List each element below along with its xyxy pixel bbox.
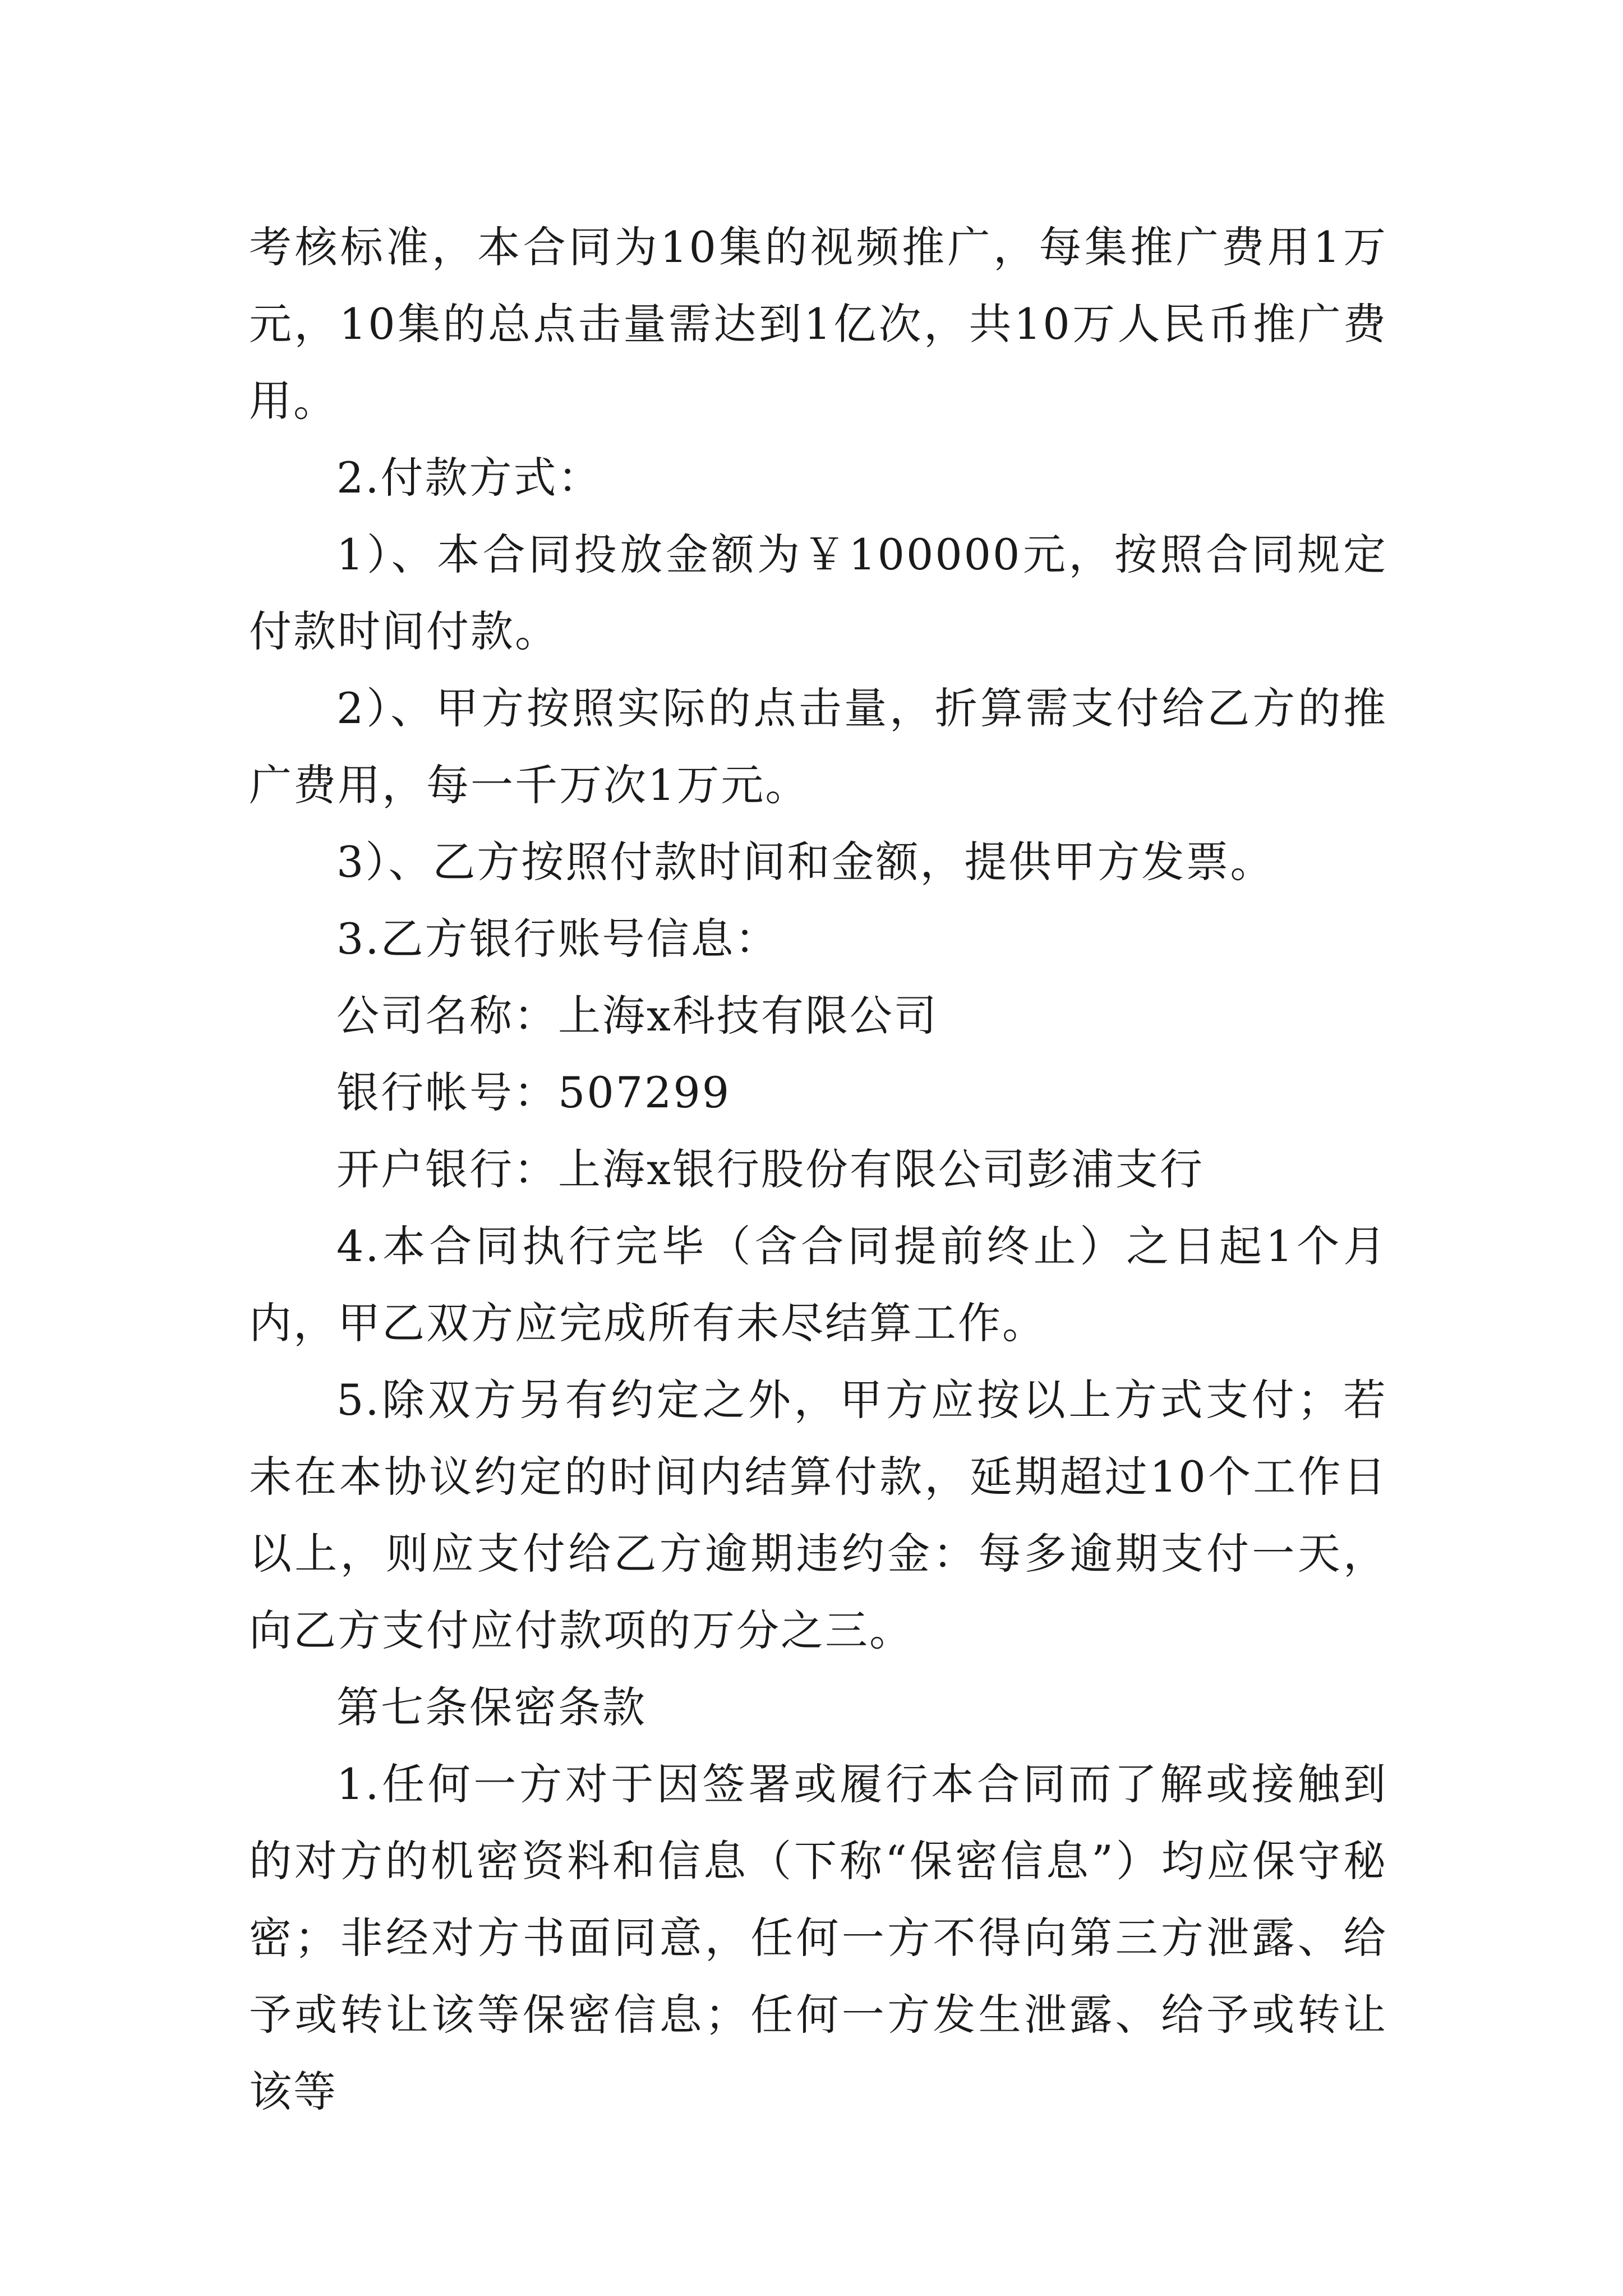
paragraph-payment-item-3: 3）、乙方按照付款时间和金额，提供甲方发票。 bbox=[336, 837, 1275, 887]
paragraph-payment-method-heading: 2.付款方式： bbox=[336, 453, 602, 503]
paragraph-confidentiality-item-1: 1.任何一方对于因签署或履行本合同而了解或接触到的对方的机密资料和信息（下称“保密信息”）均应保守秘密；非经对方书面同意，任何一方不得向第三方泄露、给予或转让该等保密信息；任何一方发生泄露、给予或转让该等 bbox=[249, 1759, 1387, 2116]
paragraph-payment-item-2: 2）、甲方按照实际的点击量，折算需支付给乙方的推广费用，每一千万次1万元。 bbox=[249, 683, 1387, 810]
paragraph-bank-account: 银行帐号：507299 bbox=[336, 1068, 731, 1117]
paragraph-assessment-standard: 考核标准，本合同为10集的视频推广，每集推广费用1万元，10集的总点击量需达到1亿次，共10万人民币推广费用。 bbox=[249, 222, 1387, 426]
paragraph-late-payment-clause: 5.除双方另有约定之外，甲方应按以上方式支付；若未在本协议约定的时间内结算付款，延期超过10个工作日以上，则应支付给乙方逾期违约金：每多逾期支付一天，向乙方支付应付款项的万分之三。 bbox=[249, 1375, 1387, 1655]
paragraph-settlement-clause: 4.本合同执行完毕（含合同提前终止）之日起1个月内，甲乙双方应完成所有未尽结算工作。 bbox=[249, 1221, 1387, 1348]
paragraph-bank-info-heading: 3.乙方银行账号信息： bbox=[336, 914, 780, 964]
document-body bbox=[249, 209, 1387, 2130]
paragraph-opening-bank: 开户银行：上海x银行股份有限公司彭浦支行 bbox=[336, 1144, 1204, 1194]
paragraph-company-name: 公司名称：上海x科技有限公司 bbox=[336, 991, 938, 1041]
paragraph-payment-item-1: 1）、本合同投放金额为￥100000元，按照合同规定付款时间付款。 bbox=[249, 530, 1387, 656]
section-heading-confidentiality: 第七条保密条款 bbox=[336, 1682, 647, 1732]
